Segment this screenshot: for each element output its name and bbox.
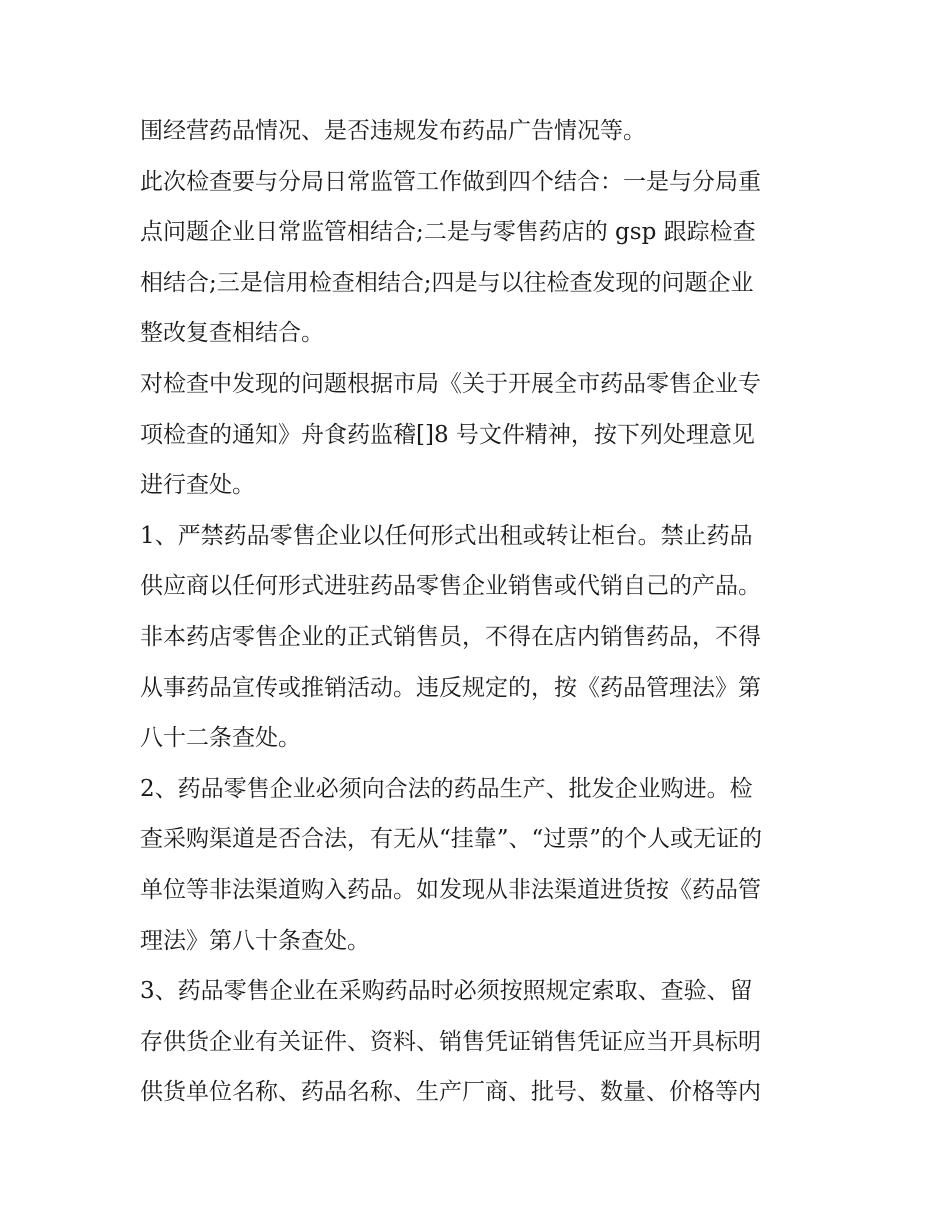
paragraph <box>140 511 820 764</box>
text-line: 供货单位名称、药品名称、生产厂商、批号、数量、价格等内 <box>140 1079 761 1106</box>
text-line: 非本药店零售企业的正式销售员，不得在店内销售药品，不得 <box>140 623 761 650</box>
text-line: 3、药品零售企业在采购药品时必须按照规定索取、查验、留 <box>140 978 753 1005</box>
paragraph <box>140 966 820 1118</box>
text-line: 理法》第八十条查处。 <box>140 927 370 954</box>
paragraph <box>140 106 820 157</box>
text-line: 项检查的通知》舟食药监稽[]8 号文件精神，按下列处理意见 <box>140 421 755 448</box>
text-line: 供应商以任何形式进驻药品零售企业销售或代销自己的产品。 <box>140 573 761 600</box>
document-body <box>140 106 820 1118</box>
text-line: 单位等非法渠道购入药品。如发现从非法渠道进货按《药品管 <box>140 876 761 903</box>
text-line: 整改复查相结合。 <box>140 320 324 347</box>
paragraph <box>140 764 820 966</box>
text-line: 点问题企业日常监管相结合;二是与零售药店的 gsp 跟踪检查 <box>140 219 756 246</box>
text-line: 2、药品零售企业必须向合法的药品生产、批发企业购进。检 <box>140 775 753 802</box>
text-line: 八十二条查处。 <box>140 725 301 752</box>
paragraph <box>140 359 820 511</box>
text-line: 查采购渠道是否合法，有无从“挂靠”、“过票”的个人或无证的 <box>140 826 763 853</box>
text-line: 进行查处。 <box>140 472 255 499</box>
text-line: 1、严禁药品零售企业以任何形式出租或转让柜台。禁止药品 <box>140 522 753 549</box>
text-line: 存供货企业有关证件、资料、销售凭证销售凭证应当开具标明 <box>140 1028 761 1055</box>
paragraph <box>140 157 820 359</box>
text-line: 相结合;三是信用检查相结合;四是与以往检查发现的问题企业 <box>140 269 754 296</box>
text-line: 围经营药品情况、是否违规发布药品广告情况等。 <box>140 118 646 144</box>
text-line: 从事药品宣传或推销活动。违反规定的，按《药品管理法》第 <box>140 674 761 701</box>
text-line: 此次检查要与分局日常监管工作做到四个结合：一是与分局重 <box>140 168 761 195</box>
text-line: 对检查中发现的问题根据市局《关于开展全市药品零售企业专 <box>140 370 761 397</box>
